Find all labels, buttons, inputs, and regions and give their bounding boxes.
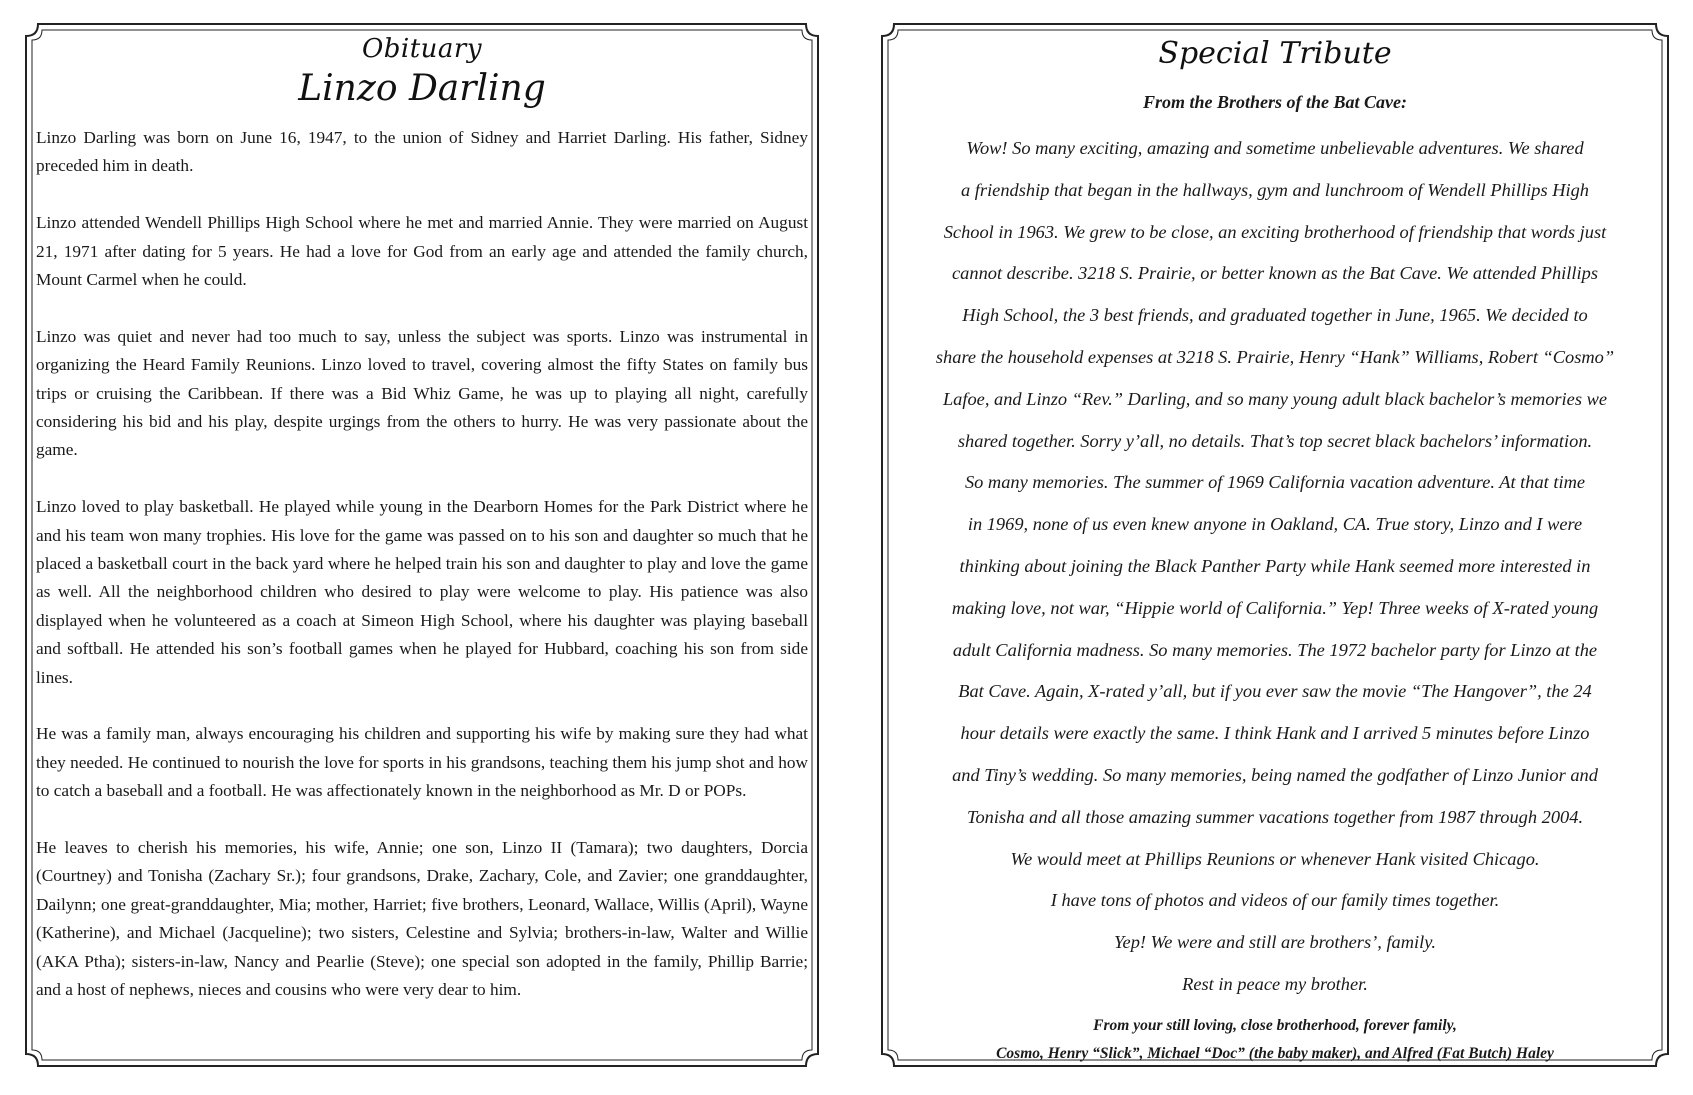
tribute-line: a friendship that began in the hallways, gym and lunchroom of Wendell Phillips High bbox=[961, 179, 1589, 200]
tribute-heading: Special Tribute bbox=[1158, 36, 1392, 71]
tribute-line: School in 1963. We grew to be close, an exciting brotherhood of friendship that words just bbox=[943, 221, 1607, 242]
obituary-panel bbox=[24, 22, 820, 1068]
tribute-line: We would meet at Phillips Reunions or whenever Hank visited Chicago. bbox=[1010, 848, 1540, 869]
deceased-name: Linzo Darling bbox=[298, 68, 546, 109]
tribute-line: Rest in peace my brother. bbox=[1182, 973, 1368, 994]
obituary-paragraph: Linzo attended Wendell Phillips High School where he met and married Annie. They were married on August 21, 1971 after dating for 5 years. He had a love for God from an early age and attended the family church, Mount Carmel when he could. bbox=[36, 213, 808, 290]
tribute-line: I have tons of photos and videos of our family times together. bbox=[1050, 890, 1500, 911]
tribute-line: making love, not war, “Hippie world of California.” Yep! Three weeks of X-rated young bbox=[951, 597, 1599, 618]
tribute-line: Bat Cave. Again, X-rated y’all, but if you ever saw the movie “The Hangover”, the 24 bbox=[958, 681, 1592, 702]
tribute-line: adult California madness. So many memories. The 1972 bachelor party for Linzo at the bbox=[952, 639, 1598, 660]
tribute-line: Lafoe, and Linzo “Rev.” Darling, and so many young adult black bachelor’s memories we bbox=[942, 388, 1608, 409]
tribute-line: shared together. Sorry y’all, no details. That’s top secret black bachelors’ information. bbox=[957, 430, 1593, 451]
obituary-paragraph: He was a family man, always encouraging his children and supporting his wife by making sure they had what they needed. He continued to nourish the love for sports in his grandsons, teaching them his jump shot and how to catch a baseball and a football. He was affectionately known in the neighborhood as Mr. D or POPs. bbox=[36, 724, 808, 801]
tribute-line: Yep! We were and still are brothers’, family. bbox=[1114, 932, 1436, 953]
tribute-panel bbox=[880, 22, 1670, 1068]
obituary-paragraph: Linzo was quiet and never had too much to say, unless the subject was sports. Linzo was instrumental in organizing the Heard Family Reunions. Linzo loved to travel, covering almost the fifty States on family bus trips or cruising the Caribbean. If there was a Bid Whiz Game, he was up to playing all night, carefully considering his bid and his play, despite urgings from the others to hurry. He was very passionate about the game. bbox=[36, 326, 808, 460]
tribute-line: in 1969, none of us even knew anyone in Oakland, CA. True story, Linzo and I were bbox=[967, 514, 1583, 535]
tribute-line: cannot describe. 3218 S. Prairie, or better known as the Bat Cave. We attended Phillips bbox=[952, 263, 1598, 284]
tribute-line: thinking about joining the Black Panther Party while Hank seemed more interested in bbox=[959, 555, 1591, 576]
tribute-line: So many memories. The summer of 1969 California vacation adventure. At that time bbox=[964, 472, 1586, 493]
tribute-line: hour details were exactly the same. I think Hank and I arrived 5 minutes before Linzo bbox=[960, 723, 1590, 744]
tribute-line: Tonisha and all those amazing summer vacations together from 1987 through 2004. bbox=[966, 806, 1584, 827]
signature-line: From your still loving, close brotherhood, forever family, bbox=[1093, 1017, 1457, 1034]
obituary-heading: Obituary bbox=[361, 34, 483, 64]
obituary-text bbox=[36, 124, 808, 1033]
tribute-line: Wow! So many exciting, amazing and sometime unbelievable adventures. We shared bbox=[966, 138, 1584, 158]
obituary-paragraph: Linzo Darling was born on June 16, 1947, to the union of Sidney and Harriet Darling. His father, Sidney preceded him in death. bbox=[36, 128, 808, 176]
tribute-signature bbox=[880, 1012, 1670, 1068]
tribute-line: share the household expenses at 3218 S. Prairie, Henry “Hank” Williams, Robert “Cosmo” bbox=[935, 346, 1615, 367]
signature-line: Cosmo, Henry “Slick”, Michael “Doc” (the baby maker), and Alfred (Fat Butch) Haley bbox=[996, 1045, 1554, 1062]
obituary-paragraph: Linzo loved to play basketball. He played while young in the Dearborn Homes for the Park District where he and his team won many trophies. His love for the game was passed on to his son and daughter so much that he placed a basketball court in the back yard where he helped train his son and daughter to play and love the game as well. All the neighborhood children who desired to play were welcome to play. His patience was also displayed when he volunteered as a coach at Simeon High School, where his daughter was playing baseball and softball. He attended his son’s football games when he played for Hubbard, coaching his son from side lines. bbox=[36, 497, 808, 687]
tribute-line: High School, the 3 best friends, and graduated together in June, 1965. We decided to bbox=[962, 305, 1588, 326]
tribute-text bbox=[896, 128, 1654, 1006]
obituary-paragraph: He leaves to cherish his memories, his wife, Annie; one son, Linzo II (Tamara); two daughters, Dorcia (Courtney) and Tonisha (Zachary Sr.); four grandsons, Drake, Zachary, Cole, and Zavier; one granddaughter, Dailynn; one great-granddaughter, Mia; mother, Harriet; five brothers, Leonard, Wallace, Willis (April), Wayne (Katherine), and Michael (Jacqueline); two sisters, Celestine and Sylvia; brothers-in-law, Walter and Willie (AKA Ptha); sisters-in-law, Nancy and Pearlie (Steve); one special son adopted in the family, Phillip Barrie; and a host of nephews, nieces and cousins who were very dear to him. bbox=[36, 838, 808, 1000]
tribute-from: From the Brothers of the Bat Cave: bbox=[1142, 92, 1407, 112]
tribute-line: and Tiny’s wedding. So many memories, being named the godfather of Linzo Junior and bbox=[952, 764, 1598, 785]
